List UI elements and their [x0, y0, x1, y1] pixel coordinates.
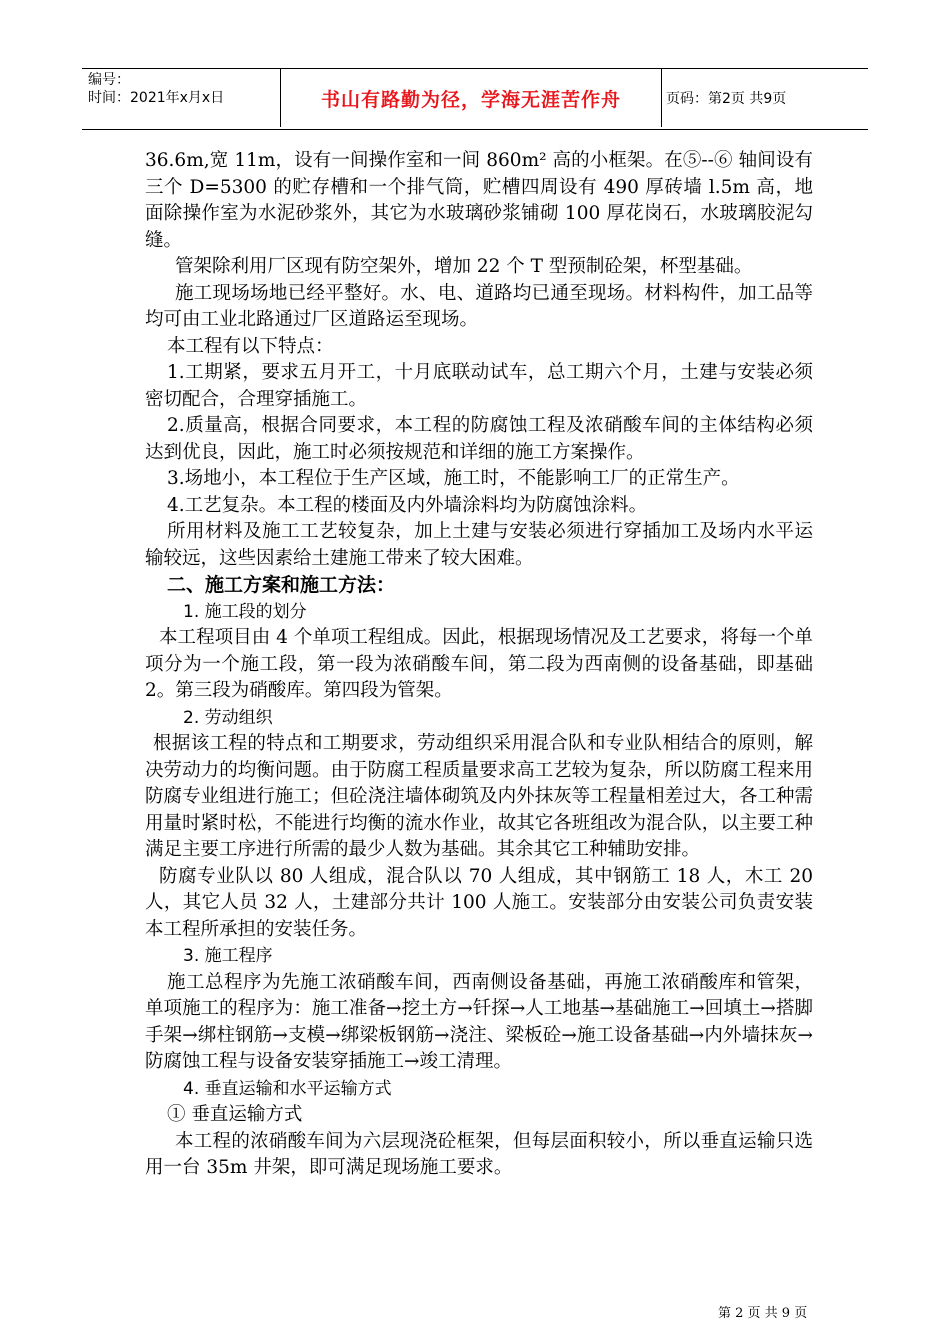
body-paragraph: 防腐专业队以 80 人组成，混合队以 70 人组成，其中钢筋工 18 人，木工 20 人，其它人员 32 人，土建部分共计 100 人施工。安装部分由安装公司负责安装本工程所承担的安装任务。 — [145, 865, 813, 940]
body-paragraph: 36.6m,宽 11m，设有一间操作室和一间 860m² 高的小框架。在⑤--⑥ 轴间设有三个 D=5300 的贮存槽和一个排气筒，贮槽四周设有 490 厚砖墙 l.5m 高，地面除操作室为水泥砂浆外，其它为水玻璃砂浆铺砌 100 厚花岗石，水玻璃胶泥勾缝。 — [145, 150, 813, 251]
document-body — [145, 148, 813, 1182]
page-footer: 第 2 页 共 9 页 — [718, 1306, 808, 1321]
body-paragraph: 施工现场场地已经平整好。水、电、道路均已通至现场。材料构件，加工品等均可由工业北路通过厂区道路运至现场。 — [145, 282, 813, 330]
document-date-label: 时间：2021年x月x日 — [88, 90, 225, 106]
body-paragraph: 管架除利用厂区现有防空架外，增加 22 个 T 型预制砼架，杯型基础。 — [175, 256, 753, 277]
document-number-label: 编号： — [88, 72, 130, 88]
feature-item: 4.工艺复杂。本工程的楼面及内外墙涂料均为防腐蚀涂料。 — [167, 494, 648, 516]
feature-item: 3.场地小，本工程位于生产区域，施工时，不能影响工厂的正常生产。 — [167, 468, 740, 489]
body-paragraph: 所用材料及施工工艺较复杂，加上土建与安装必须进行穿插加工及场内水平运输较远，这些因素给土建施工带来了较大困难。 — [145, 521, 813, 569]
subsection-heading: 3. 施工程序 — [183, 946, 273, 966]
body-paragraph: 本工程的浓硝酸车间为六层现浇砼框架，但每层面积较小，所以垂直运输只选用一台 35m 井架，即可满足现场施工要求。 — [145, 1130, 813, 1178]
list-item-heading: ① 垂直运输方式 — [167, 1104, 303, 1125]
feature-item: 1.工期紧，要求五月开工，十月底联动试车，总工期六个月，土建与安装必须密切配合，合理穿插施工。 — [145, 362, 813, 410]
body-paragraph: 本工程有以下特点： — [167, 335, 334, 357]
section-heading: 二、施工方案和施工方法： — [167, 574, 396, 596]
feature-item: 2.质量高，根据合同要求，本工程的防腐蚀工程及浓硝酸车间的主体结构必须达到优良，因此，施工时必须按规范和详细的施工方案操作。 — [145, 415, 813, 463]
header-meta — [88, 71, 280, 127]
header-page-number: 页码：第2页 共9页 — [666, 91, 787, 107]
subsection-heading: 4. 垂直运输和水平运输方式 — [183, 1078, 392, 1099]
subsection-heading: 1. 施工段的划分 — [183, 601, 307, 622]
subsection-heading: 2. 劳动组织 — [183, 707, 273, 728]
page-header — [82, 68, 868, 130]
header-motto: 书山有路勤为径，学海无涯苦作舟 — [280, 69, 662, 127]
body-paragraph: 本工程项目由 4 个单项工程组成。因此，根据现场情况及工艺要求，将每一个单项分为一个施工段，第一段为浓硝酸车间，第二段为西南侧的设备基础，即基础 2。第三段为硝酸库。第四段为管架。 — [145, 627, 813, 701]
body-paragraph: 施工总程序为先施工浓硝酸车间，西南侧设备基础，再施工浓硝酸库和管架，单项施工的程序为：施工准备→挖土方→钎探→人工地基→基础施工→回填土→搭脚手架→绑柱钢筋→支模→绑梁板钢筋→浇注、梁板砼→施工设备基础→内外墙抹灰→防腐蚀工程与设备安装穿插施工→竣工清理。 — [145, 971, 813, 1072]
body-paragraph: 根据该工程的特点和工期要求，劳动组织采用混合队和专业队相结合的原则，解决劳动力的均衡问题。由于防腐工程质量要求高工艺较为复杂，所以防腐工程来用防腐专业组进行施工；但砼浇注墙体砌筑及内外抹灰等工程量相差过大，各工种需用量时紧时松，不能进行均衡的流水作业，故其它各班组改为混合队，以主要工种满足主要工序进行所需的最少人数为基础。其余其它工种辅助安排。 — [145, 733, 813, 860]
